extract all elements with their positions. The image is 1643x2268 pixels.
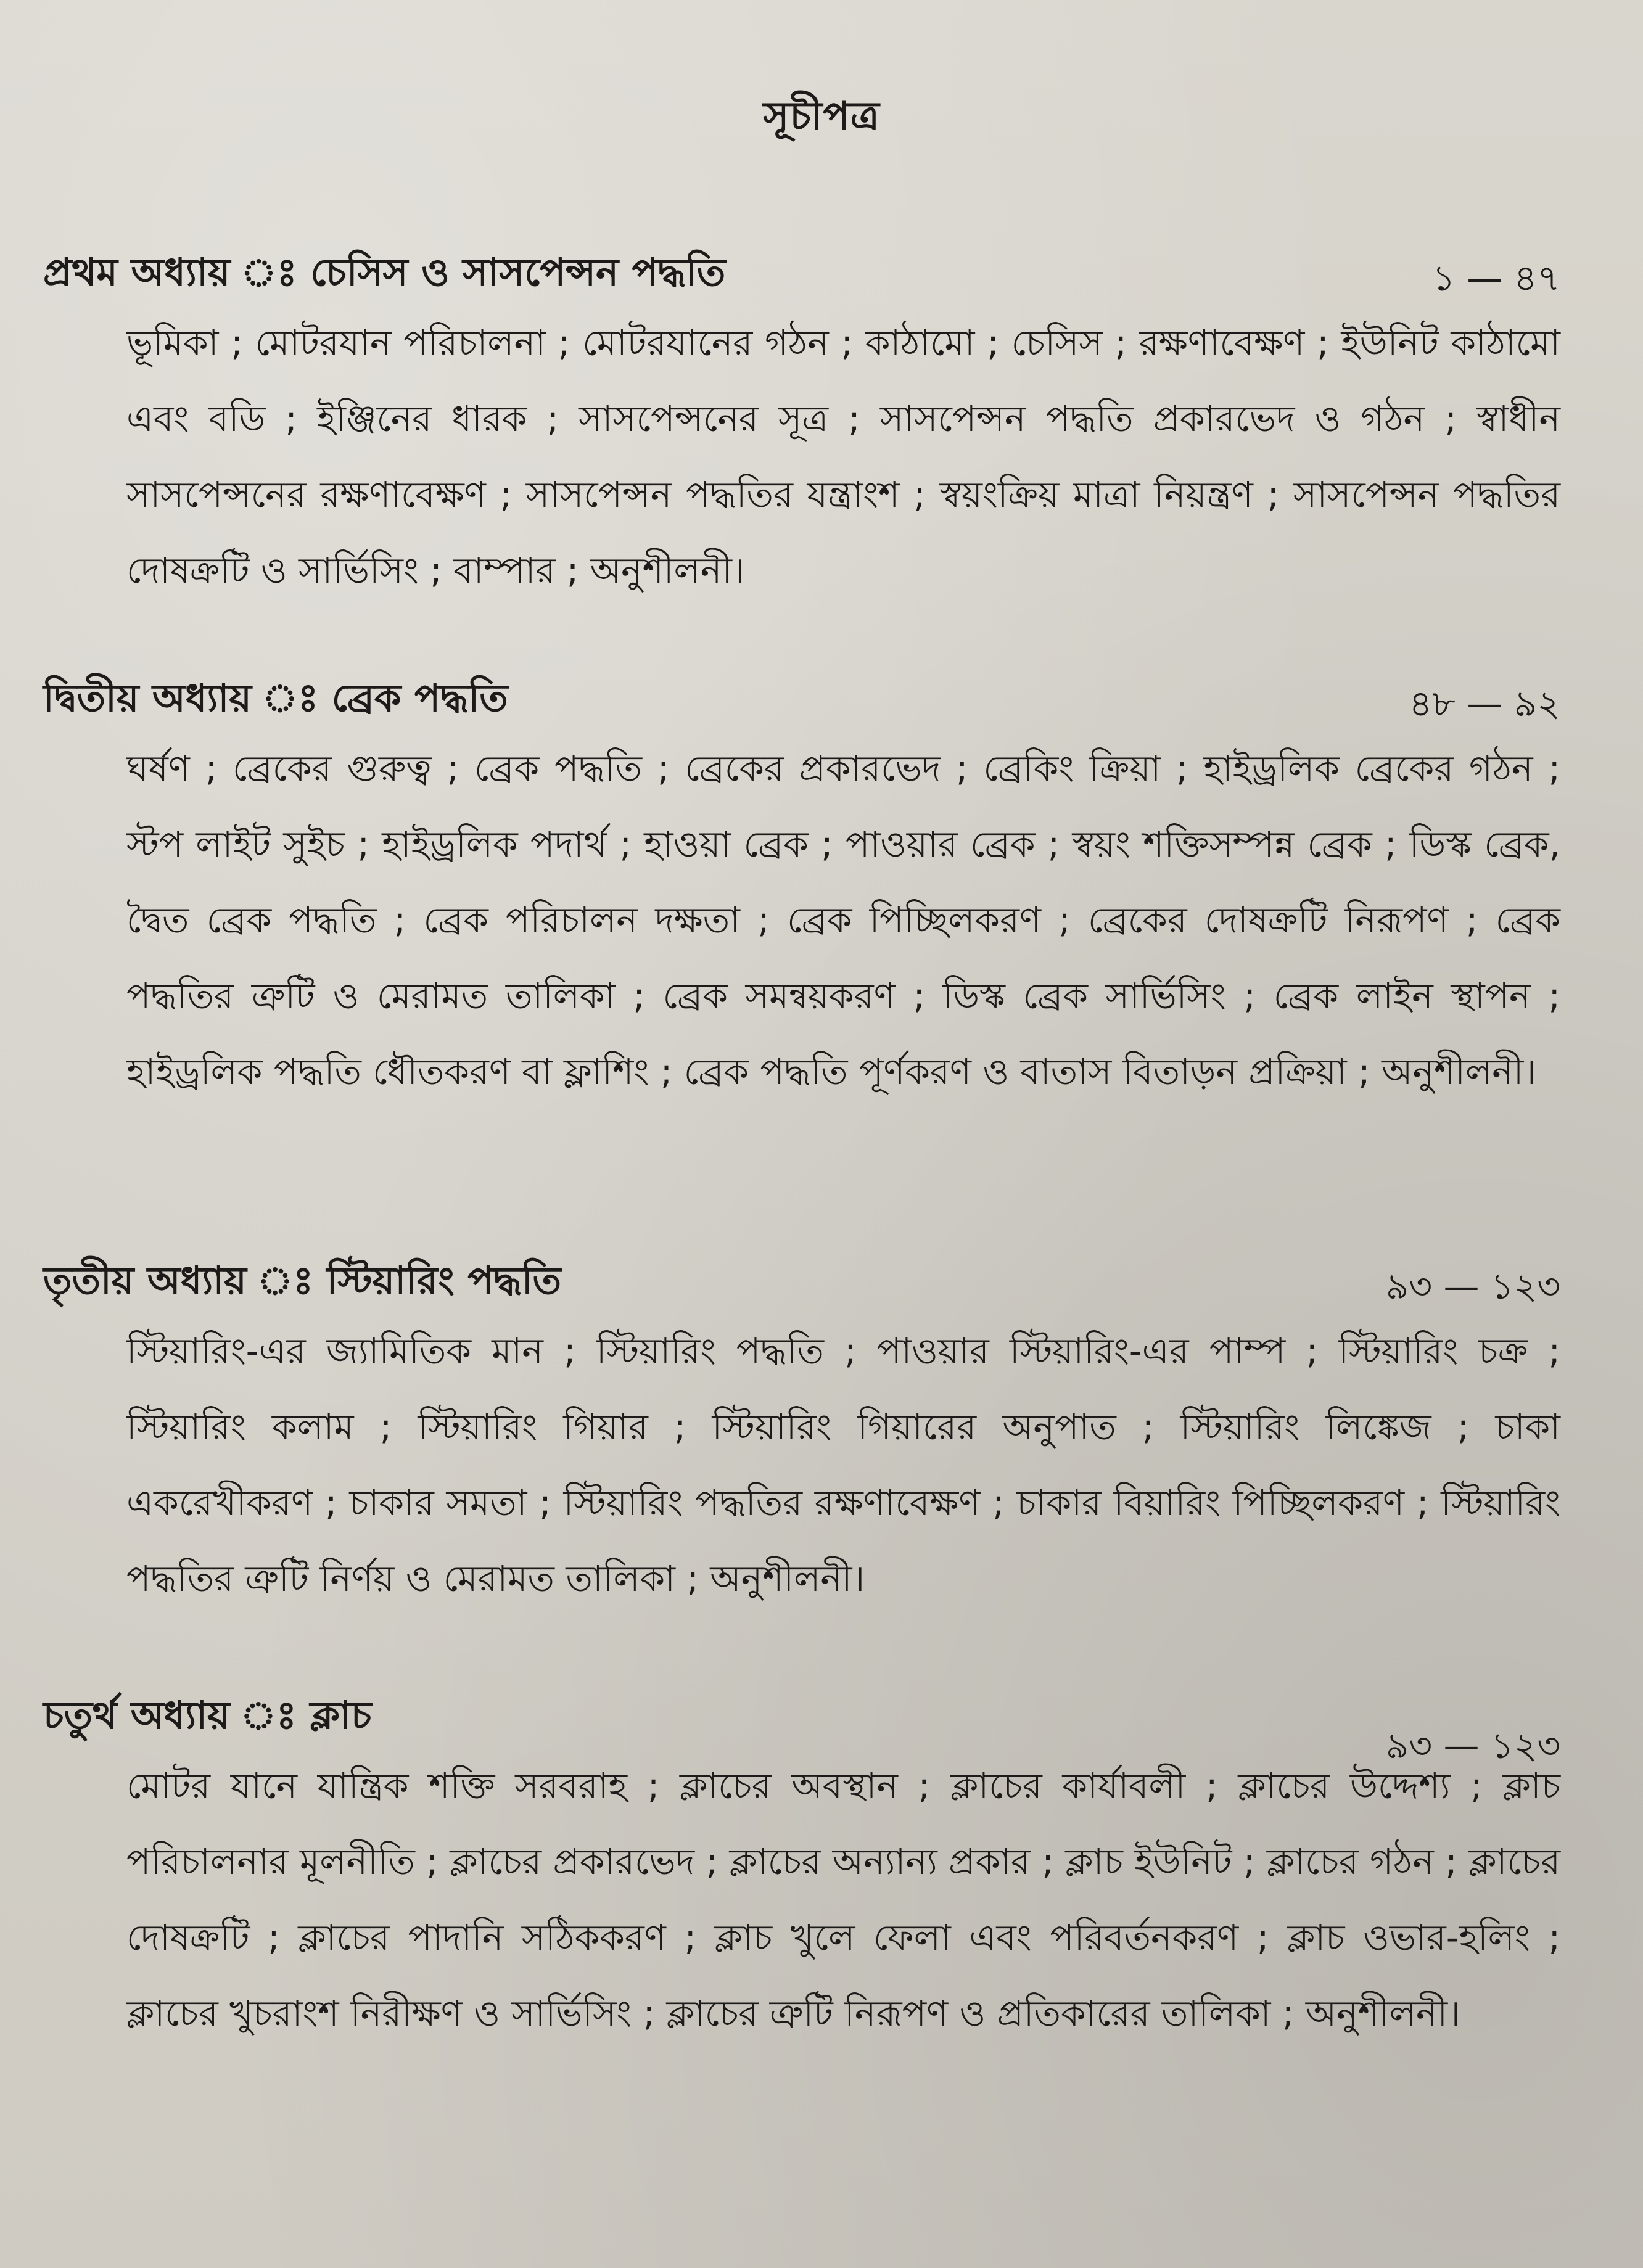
chapter-title: চতুর্থ অধ্যায় ঃ ক্লাচ [43,1693,372,1738]
chapter-header [43,244,1560,305]
chapter-topics: স্টিয়ারিং-এর জ্যামিতিক মান ; স্টিয়ারিং পদ্ধতি ; পাওয়ার স্টিয়ারিং-এর পাম্প ; স্টিয়ারিং চক্র ; স্টিয়ারিং কলাম ; স্টিয়ারিং গিয়ার ; স্টিয়ারিং গিয়ারের অনুপাত ; স্টিয়ারিং লিঙ্কেজ ; চাকা একরেখীকরণ ; চাকার সমতা ; স্টিয়ারিং পদ্ধতির রক্ষণাবেক্ষণ ; চাকার বিয়ারিং পিচ্ছিলকরণ ; স্টিয়ারিং পদ্ধতির ত্রুটি নির্ণয় ও মেরামত তালিকা ; অনুশীলনী। [126,1330,1560,1600]
chapter-page-range: ৯৩ — ১২৩ [1385,1265,1560,1307]
chapter-page-range: ১ — ৪৭ [1432,257,1560,299]
chapter-header [43,669,1560,731]
chapter-title: প্রথম অধ্যায় ঃ চেসিস ও সাসপেন্সন পদ্ধতি [43,250,726,295]
chapter-entry [43,1252,1560,1617]
chapter-page-range: ৯৩ — ১২৩ [1385,1725,1560,1767]
chapter-title: তৃতীয় অধ্যায় ঃ স্টিয়ারিং পদ্ধতি [43,1258,562,1303]
chapter-entry [43,1687,1560,2052]
chapter-topics: ভূমিকা ; মোটরযান পরিচালনা ; মোটরযানের গঠন ; কাঠামো ; চেসিস ; রক্ষণাবেক্ষণ ; ইউনিট কাঠামো এবং বডি ; ইঞ্জিনের ধারক ; সাসপেন্সনের সূত্র ; সাসপেন্সন পদ্ধতি প্রকারভেদ ও গঠন ; স্বাধীন সাসপেন্সনের রক্ষণাবেক্ষণ ; সাসপেন্সন পদ্ধতির যন্ত্রাংশ ; স্বয়ংক্রিয় মাত্রা নিয়ন্ত্রণ ; সাসপেন্সন পদ্ধতির দোষক্রটি ও সার্ভিসিং ; বাম্পার ; অনুশীলনী। [126,322,1560,591]
chapter-entry [43,244,1560,609]
chapter-header [43,1687,1560,1767]
chapter-entry [43,669,1560,1110]
page-title: সূচীপত্র [763,94,880,139]
chapter-header [43,1252,1560,1313]
chapter-page-range: ৪৮ — ৯২ [1409,683,1560,725]
chapter-title: দ্বিতীয় অধ্যায় ঃ ব্রেক পদ্ধতি [43,675,508,720]
chapter-topics: ঘর্ষণ ; ব্রেকের গুরুত্ব ; ব্রেক পদ্ধতি ; ব্রেকের প্রকারভেদ ; ব্রেকিং ক্রিয়া ; হাইড্রলিক ব্রেকের গঠন ; স্টপ লাইট সুইচ ; হাইড্রলিক পদার্থ ; হাওয়া ব্রেক ; পাওয়ার ব্রেক ; স্বয়ং শক্তিসম্পন্ন ব্রেক ; ডিস্ক ব্রেক, দ্বৈত ব্রেক পদ্ধতি ; ব্রেক পরিচালন দক্ষতা ; ব্রেক পিচ্ছিলকরণ ; ব্রেকের দোষক্রটি নিরূপণ ; ব্রেক পদ্ধতির ত্রুটি ও মেরামত তালিকা ; ব্রেক সমন্বয়করণ ; ডিস্ক ব্রেক সার্ভিসিং ; ব্রেক লাইন স্থাপন ; হাইড্রলিক পদ্ধতি ধৌতকরণ বা ফ্লাশিং ; ব্রেক পদ্ধতি পূর্ণকরণ ও বাতাস বিতাড়ন প্রক্রিয়া ; অনুশীলনী। [126,747,1560,1093]
chapter-topics: মোটর যানে যান্ত্রিক শক্তি সরবরাহ ; ক্লাচের অবস্থান ; ক্লাচের কার্যাবলী ; ক্লাচের উদ্দেশ্য ; ক্লাচ পরিচালনার মূলনীতি ; ক্লাচের প্রকারভেদ ; ক্লাচের অন্যান্য প্রকার ; ক্লাচ ইউনিট ; ক্লাচের গঠন ; ক্লাচের দোষক্রটি ; ক্লাচের পাদানি সঠিককরণ ; ক্লাচ খুলে ফেলা এবং পরিবর্তনকরণ ; ক্লাচ ওভার-হলিং ; ক্লাচের খুচরাংশ নিরীক্ষণ ও সার্ভিসিং ; ক্লাচের ত্রুটি নিরূপণ ও প্রতিকারের তালিকা ; অনুশীলনী। [126,1765,1560,2034]
